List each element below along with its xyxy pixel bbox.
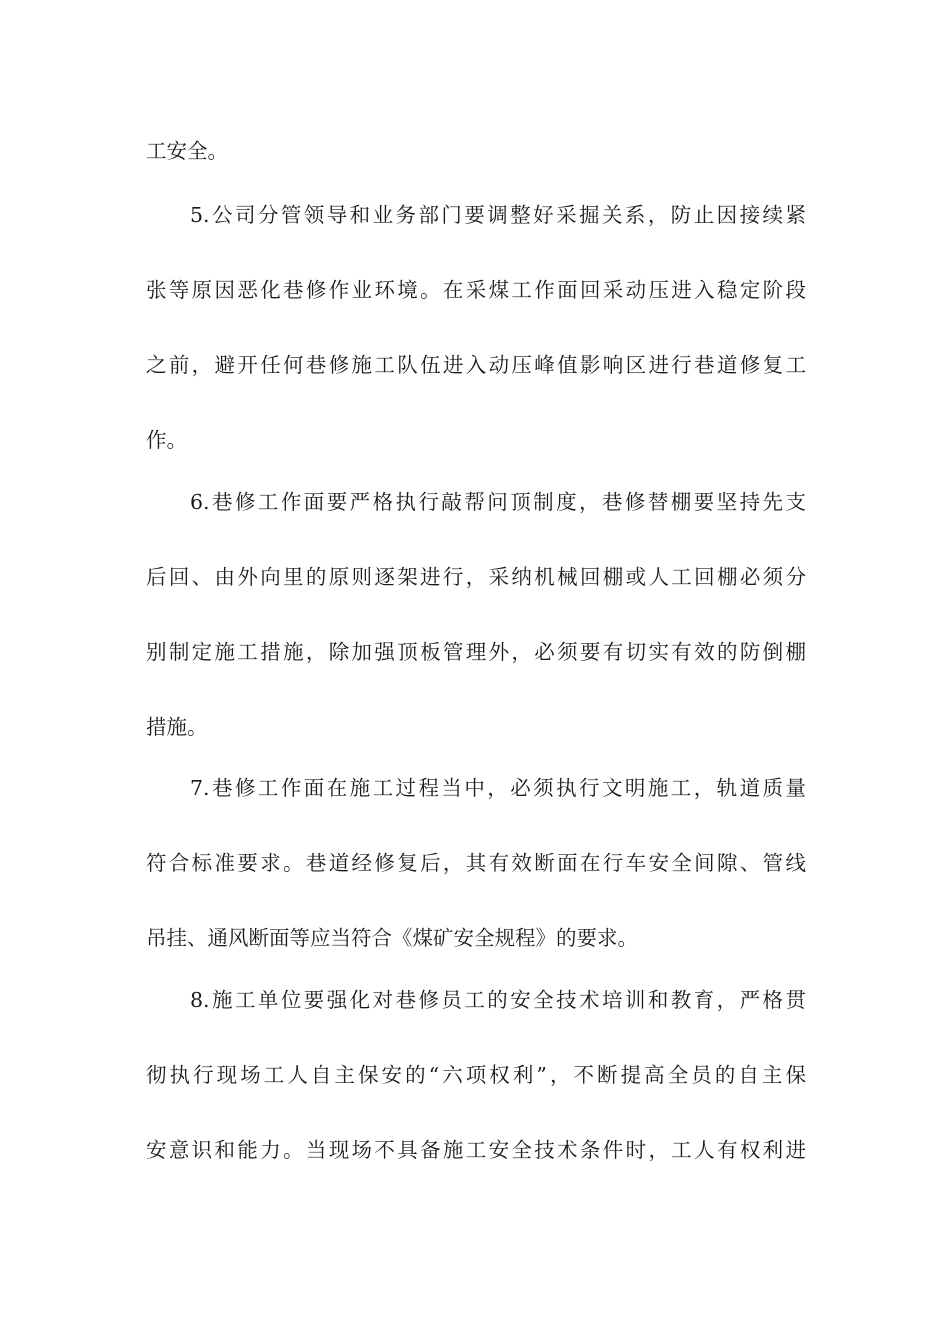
- paragraph-7-first-line: 7.巷修工作面在施工过程当中，必须执行文明施工，轨道质量: [190, 776, 806, 800]
- text-line: 别制定施工措施，除加强顶板管理外，必须要有切实有效的防倒棚: [146, 640, 806, 664]
- text-line: 张等原因恶化巷修作业环境。在采煤工作面回采动压进入稳定阶段: [146, 278, 806, 302]
- text-line: 工安全。: [146, 139, 228, 163]
- text-line: 彻执行现场工人自主保安的“六项权利”，不断提高全员的自主保: [146, 1063, 806, 1087]
- text-line: 吊挂、通风断面等应当符合《煤矿安全规程》的要求。: [146, 926, 638, 950]
- text-line: 之前，避开任何巷修施工队伍进入动压峰值影响区进行巷道修复工: [146, 353, 806, 377]
- text-line: 措施。: [146, 715, 208, 739]
- paragraph-6-first-line: 6.巷修工作面要严格执行敲帮问顶制度，巷修替棚要坚持先支: [190, 490, 806, 514]
- text-line: 作。: [146, 428, 187, 452]
- text-line: 安意识和能力。当现场不具备施工安全技术条件时，工人有权利进: [146, 1138, 806, 1162]
- text-line: 后回、由外向里的原则逐架进行，采纳机械回棚或人工回棚必须分: [146, 565, 806, 589]
- paragraph-8-first-line: 8.施工单位要强化对巷修员工的安全技术培训和教育，严格贯: [190, 988, 806, 1012]
- paragraph-5-first-line: 5.公司分管领导和业务部门要调整好采掘关系，防止因接续紧: [190, 203, 806, 227]
- text-line: 符合标准要求。巷道经修复后，其有效断面在行车安全间隙、管线: [146, 851, 806, 875]
